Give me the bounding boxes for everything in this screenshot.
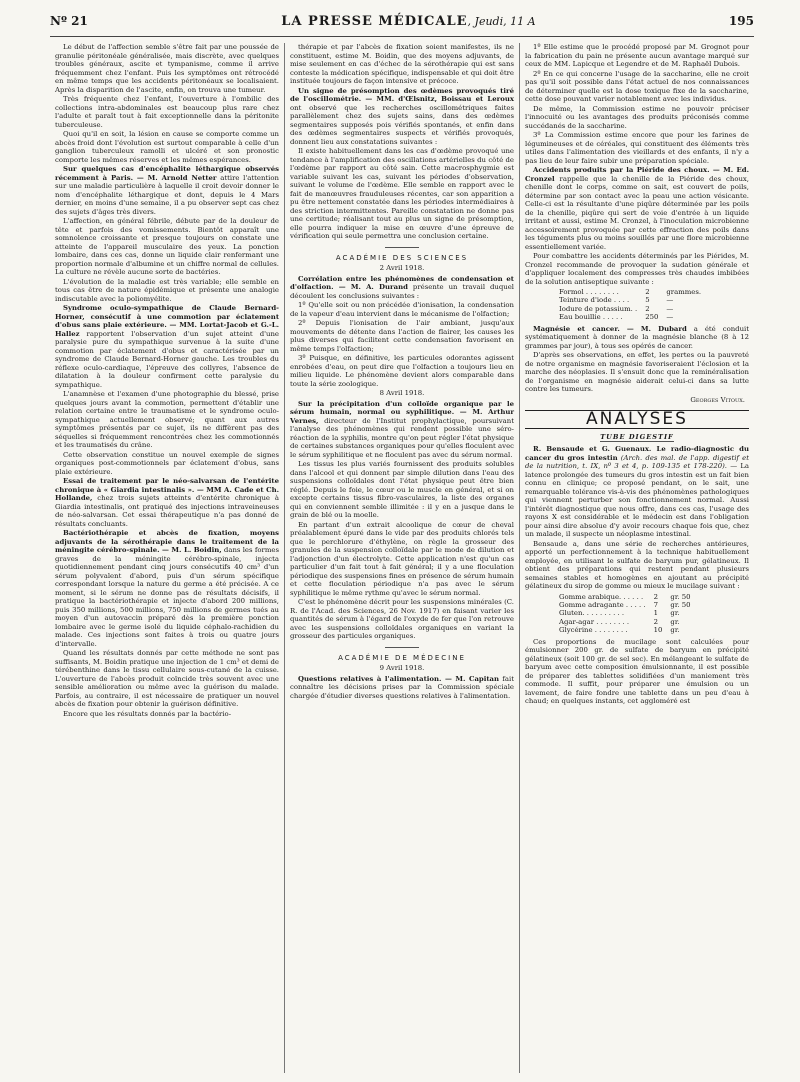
- journal-title: [281, 14, 535, 29]
- section: [290, 675, 514, 701]
- section-body: rapportent l'observation d'un sujet atteint d'une paralysie pure du sympathique survenue à la suite d'une commotion par éclatement d'obus et caractérisée par un syndrome de Claude Bernard-Horner gauche. Les troubles du réflexe oculo-cardiaque, l'épreuve des collyres, l'absence de dilatation à la douleur confirment cette paralysie du sympathique.: [55, 329, 279, 389]
- section-title: R. Bensaude et G. Guenaux. Le radio-diagnostic du cancer du gros intestin: [525, 445, 749, 462]
- column-1: [50, 43, 284, 1073]
- quantity: 2: [653, 617, 659, 626]
- list-item: 2º Depuis l'ionisation de l'air ambiant, jusqu'aux mouvements de détente dans l'action de flairer, les causes les plus diverses qui facilitent cette condensation favorisent en même temps l'olfaction;: [290, 319, 514, 353]
- section-body: chez trois sujets atteints d'entérite chronique à Giardia intestinalis, ont pratiqué des injections intraveineuses de néo-salvarsan. Cet essai thérapeutique n'a pas donné de résultats concluants.: [55, 494, 279, 528]
- journal-name: LA PRESSE MÉDICALE: [281, 14, 468, 29]
- quantity: 10: [653, 626, 663, 635]
- paragraph: C'est le phénomène décrit pour les suspensions minérales (C. R. de l'Acad. des Sciences, 26 Nov. 1917) en faisant varier les quantités de sérum à l'égard de l'oxyde de fer que l'on retrouve avec les suspensions colloïdales organiques en variant la grosseur des particules organiques.: [290, 598, 514, 640]
- section-body: ont observé que les recherches oscillométriques faites parallèlement chez des sujets sains, dans des œdèmes segmentaires supposés pois vérifiés spontanés, et enfin dans des œdèmes segmentaires suspects et vérifiés provoqués, donnent lieu aux constatations suivantes :: [290, 103, 514, 146]
- column-2: [284, 43, 519, 1073]
- unit: gr.: [670, 609, 680, 618]
- ingredient: Teinture d'iode . . . .: [559, 296, 630, 305]
- paragraph: Pour combattre les accidents déterminés par les Piérides, M. Cronzel recommande de provoquer la sudation générale et d'appliquer localement des compresses très chaudes imbibées de la solution antiseptique suivante :: [525, 252, 749, 286]
- quantity: 2: [653, 592, 659, 601]
- section-title: Bactériothérapie et abcès de fixation, moyens adjuvants de la sérothérapie dans le traitement de la méningite cérébro-spinale. — M. L. Boidin,: [55, 529, 279, 554]
- subsection-heading: [525, 433, 749, 442]
- section-title: Magnésie et cancer. — M. Dubard: [533, 324, 687, 333]
- section-body: fait connaître les décisions prises par la Commission spéciale chargée d'étudier diverses questions relatives à l'alimentation.: [290, 674, 514, 700]
- section-title: Corrélation entre les phénomènes de condensation et d'olfaction. — M. A. Durand: [290, 274, 514, 291]
- section: [290, 87, 514, 147]
- unit: —: [666, 304, 674, 313]
- paragraph: En partant d'un extrait alcoolique de cœur de cheval préalablement épuré dans le vide par des produits chlorés tels que le perchlorure d'éthylène, on règle la grosseur des granules de la suspension colloïdale par le mode de dilution et l'adjonction d'un électrolyte. Cette application n'est qu'un cas particulier d'un fait tout à fait général; il y a une floculation périodique des suspensions fines en présence de sérum humain et cette floculation périodique n'a pas avec le sérum syphilitique le même rythme qu'avec le sérum normal.: [290, 520, 514, 597]
- section-title: Syndrome oculo-sympathique de Claude Bernard-Horner, consécutif à une commotion par éclatement d'obus sans plaie extérieure. — MM. Lortat-Jacob et G.-L. Hallez: [55, 304, 279, 338]
- section: [525, 445, 749, 539]
- ingredient: Gomme arabique. . . . . .: [559, 592, 644, 601]
- article-columns: [50, 43, 754, 1073]
- paragraph: thérapie et par l'abcès de fixation soient manifestes, ils ne constituent, estime M. Boidin, que des moyens adjuvants, de mise seulement en cas d'échec de la sérothérapie qui est sans conteste la médication spécifique, indispensable et qui doit être instituée toujours de façon intensive et précoce.: [290, 43, 514, 85]
- paragraph: L'affection, en général fébrile, débute par de la douleur de tête et parfois des vomissements. Bientôt apparaît une somnolence croissante et presque toujours on constate une atteinte de l'appareil musculaire des yeux. La ponction lombaire, dans ces cas, donne un liquide clair renfermant une proportion normale d'albumine et un chiffre normal de cellules. La culture ne révèle aucune sorte de bactéries.: [55, 217, 279, 276]
- column-3: [519, 43, 754, 1073]
- academy-heading: ACADÉMIE DE MÉDECINE: [338, 653, 466, 662]
- paragraph: L'anamnèse et l'examen d'une photographie du blessé, prise quelques jours avant la commotion, permettent d'établir une relation certaine entre le traumatisme et le syndrome oculo-sympathique actuellement observé; quant aux autres symptômes présentés par ce sujet, ils ne diffèrent pas des séquelles si fréquemment rencontrées chez les commotionnés et les traumatisés du crâne.: [55, 390, 279, 449]
- divider: [385, 647, 419, 648]
- unit: gr.: [670, 617, 680, 626]
- section: [290, 275, 514, 301]
- paragraph: Les tissus les plus variés fournissent des produits solubles dans l'alcool et qui donnent par simple dilution dans l'eau des suspensions colloïdales dont l'état physique peut être bien réglé. Depuis le foie, le cœur ou le muscle en général, et si on excepte certains tissus fibro-vasculaires, la liste des organes qui en conviennent semble illimitée : il y en a jusque dans le grain de blé ou la moelle.: [290, 460, 514, 519]
- formula-table: [555, 288, 705, 322]
- table-row: [555, 618, 695, 626]
- paragraph: L'évolution de la maladie est très variable; elle semble en tous cas être de nature épidémique et présente une analogie indiscutable avec la poliomyélite.: [55, 277, 279, 303]
- section-body: dans les formes graves de la méningite cérébro-spinale, injecta quotidiennement pendant cinq jours consécutifs 40 cm³ d'un sérum polyvalent d'abord, puis d'un sérum spécifique correspondant lorsque la nature du germe a été précisée. A ce moment, si le sérum ne donne pas de résultats décisifs, il pratique la bactériothérapie et injecte d'abord 200 millions, puis 350 millions, 500 millions, 750 millions de germes tués au moyen d'un autovaccin préparé dès la première ponction lombaire avec le germe isolé du liquide céphalo-rachidien du malade. Ces injections sont faites à trois ou quatre jours d'intervalle.: [55, 546, 279, 648]
- reference: (Arch. des mal. de l'app. digestif et de la nutrition, t. IX, nº 3 et 4, p. 109-135 et 178-220).: [525, 453, 749, 471]
- section: [55, 165, 279, 216]
- section: [525, 325, 749, 351]
- section-title: Sur la précipitation d'un colloïde organique par le sérum humain, normal ou syphilitique. — M. Arthur Vernes,: [290, 399, 514, 425]
- paragraph: Bensaude a, dans une série de recherches antérieures, apporté un perfectionnement à la technique habituellement employée, en utilisant le sulfate de baryum pur, gélatineux. Il obtient des préparations qui restent pendant plusieurs semaines stables et homogènes en ajoutant au précipité gélatineux du sirop de gomme ou mieux le mucilage suivant :: [525, 539, 749, 591]
- paragraph: Il existe habituellement dans les cas d'œdème provoqué une tendance à l'amplification des oscillations artérielles du côté de l'œdème par rapport au côté sain. Cette macrosphygmie est variable suivant les cas, suivant les périodes d'observation, suivant le volume de l'œdème. Elle semble en rapport avec le fait de manœuvres frauduleuses récentes, car son apparition a pu être nettement constatée dans les périodes intermédiaires à des striction intermittentes. Pareille constatation ne donne pas une certitude; réalisant tout au plus un signe de présomption, elle pourra indiquer la mise en œuvre d'une épreuve de vérification qui seule permettra une conclusion certaine.: [290, 147, 514, 240]
- quantity: 2: [645, 304, 650, 313]
- list-item: 3º Puisque, en définitive, les particules odorantes agissent enrobées d'eau, on peut dire que l'olfaction a toujours lieu en milieu liquide. Le phénomène devient alors comparable dans toute la série zoologique.: [290, 354, 514, 388]
- unit: gr. 50: [670, 601, 691, 610]
- unit: —: [666, 296, 674, 305]
- table-row: [555, 313, 705, 321]
- section: [55, 304, 279, 389]
- quantity: 250: [645, 313, 659, 322]
- section-title: Un signe de présomption des œdèmes provoqués tiré de l'oscillométrie. — MM. d'Œlsnitz, Boissau et Leroux: [290, 86, 514, 103]
- ingredient: Formol . . . . . . . .: [559, 288, 619, 296]
- paragraph: Ces proportions de mucilage sont calculées pour émulsionner 200 gr. de sulfate de baryum en précipité gélatineux (soit 100 gr. de sel sec). En mélangeant le sulfate de baryum avec cette composition émulsionnante, il est possible de préparer des tablettes solidifiées d'un maniement très commode. Il suffit, pour préparer une émulsion ou un lavement, de faire fondre une tablette dans un peu d'eau à chaud; en quelques instants, cet aggloméré est: [525, 637, 749, 706]
- page-number: 195: [728, 14, 754, 28]
- author-signature: Georges Vitoux.: [690, 395, 745, 404]
- section-title: Accidents produits par la Piéride des choux. — M. Ed. Cronzel: [525, 166, 749, 183]
- list-item: 2º En ce qui concerne l'usage de la saccharine, elle ne croit pas qu'il soit possible dans l'état actuel de nos connaissances de déterminer quelle est la dose toxique fixe de la saccharine, cette dose pouvant varier notablement avec les individus.: [525, 69, 749, 103]
- issue-number: Nº 21: [50, 14, 88, 28]
- quantity: 2: [645, 288, 650, 296]
- divider: [385, 247, 419, 248]
- paragraph: Cette observation constitue un nouvel exemple de signes organiques post-commotionnels par éclatement d'obus, sans plaie extérieure.: [55, 450, 279, 476]
- section-title: Questions relatives à l'alimentation. — M. Capitan: [298, 674, 500, 683]
- subsection-label: TUBE DIGESTIF: [600, 432, 674, 441]
- ingredient: Eau bouillie . . . . .: [559, 313, 623, 322]
- issue-date: , Jeudi, 11 A: [467, 15, 536, 28]
- ingredient: Gomme adragante . . . . .: [559, 601, 646, 610]
- paragraph: D'après ses observations, en effet, les pertes ou la pauvreté de notre organisme en magnésie favoriseraient l'éclosion et la marche des néoplasies. Il s'ensuit donc que la reminéralisation de l'organisme en magnésie aiderait celui-ci dans sa lutte contre les tumeurs.: [525, 351, 749, 394]
- section-title: Essai de traitement par le néo-salvarsan de l'entérite chronique à « Giardia intestinalis ». — MM A. Cade et Ch. Hollande,: [55, 477, 279, 502]
- table-row: [555, 296, 705, 304]
- section: [525, 166, 749, 251]
- list-item: 1º Qu'elle soit ou non précédée d'ionisation, la condensation de la vapeur d'eau intervient dans le mécanisme de l'olfaction;: [290, 301, 514, 318]
- unit: gr. 50: [670, 592, 691, 601]
- unit: —: [666, 313, 674, 322]
- quantity: 7: [653, 601, 659, 610]
- section-title: Sur quelques cas d'encéphalite léthargique observés récemment à Paris. — M. Arnold Netter: [55, 165, 279, 182]
- academy-heading: ACADÉMIE DES SCIENCES: [335, 253, 469, 262]
- session-date: 8 Avril 1918.: [379, 389, 425, 397]
- table-row: [555, 626, 695, 634]
- paragraph: Le début de l'affection semble s'être fait par une poussée de granulie péritonéale généralisée, mais discrète, avec quelques troubles généraux, ascite et tympanisme, comme il arrive fréquemment chez l'enfant. Puis les symptômes ont rétrocédé en même temps que les accidents péritonéaux se localisaient. Après la disparition de l'ascite, enfin, on trouva une tumeur.: [55, 43, 279, 94]
- list-item: 1º Elle estime que le procédé proposé par M. Grognot pour la fabrication du pain ne présente aucun avantage marqué sur ceux de MM. Lapicque et Legendre et de M. Raphaël Dubois.: [525, 43, 749, 68]
- ingredient: Agar-agar . . . . . . . .: [559, 617, 630, 626]
- list-item: 3º La Commission estime encore que pour les farines de légumineuses et de céréales, qui constituent des éléments très utiles dans l'alimentation des vieillards et des enfants, il n'y a pas lieu de leur faire subir une préparation spéciale.: [525, 131, 749, 165]
- table-row: [555, 305, 705, 313]
- section-body: — La latence prolongée des tumeurs du gros intestin est un fait bien connu en clinique; ce proposé pendant, on le sait, une remarquable tolérance vis-à-vis des phénomènes pathologiques qui viennent perturber son fonctionnement normal. Aussi l'intérêt diagnostique que nous offre, dans ces cas, l'usage des rayons X est considérable et le médecin est dans l'obligation pour ainsi dire absolue d'y avoir recours chaque fois que, chez un malade, il suspecte un néoplasme intestinal.: [525, 462, 749, 539]
- session-date: 2 Avril 1918.: [379, 264, 425, 272]
- section-body: rappelle que la chenille de la Piéride des choux, chenille dont le corps, comme on sait, est couvert de poils, détermine par son contact avec la peau une action vésicante. Celle-ci est la résultante d'une piqûre déterminée par les poils de la chenille, piqûre qui sert de voie d'entrée à un liquide irritant et aussi, estime M. Cronzel, à l'inoculation microbienne accessoirement provoquée par cette effraction des poils dans les téguments plus ou moins souillés par une flore microbienne essentiellement variée.: [525, 174, 749, 251]
- analyses-heading: ANALYSES: [525, 410, 749, 429]
- formula-table: [555, 593, 695, 635]
- paragraph: Très fréquente chez l'enfant, l'ouverture à l'ombilic des collections intra-abdominales est beaucoup plus rare chez l'adulte et paraît tout à fait exceptionnelle dans la péritonite tuberculeuse.: [55, 95, 279, 129]
- table-row: [555, 609, 695, 617]
- section-body: présente un travail duquel découlent les conclusions suivantes :: [290, 283, 514, 300]
- table-row: [555, 288, 705, 296]
- page-header: [50, 14, 754, 37]
- table-row: [555, 601, 695, 609]
- ingredient: Glycérine . . . . . . . .: [559, 626, 628, 635]
- quantity: 1: [653, 609, 659, 618]
- table-row: [555, 593, 695, 601]
- paragraph: Quoi qu'il en soit, la lésion en cause se comporte comme un abcès froid dont l'évolution est surtout comparable à celle d'un ganglion tuberculeux ramolli et ulcéré et son pronostic comporte les mêmes réserves et les mêmes espérances.: [55, 130, 279, 164]
- section-body: a été conduit systématiquement à donner de la magnésie blanche (8 à 12 grammes par jour), à tous ses opérés de cancer.: [525, 324, 749, 350]
- quantity: 5: [645, 296, 650, 305]
- paragraph: De même, la Commission estime ne pouvoir préciser l'innocuité ou les avantages des produits préconisés comme succédanés de la saccharine.: [525, 104, 749, 130]
- paragraph: Quand les résultats donnés par cette méthode ne sont pas suffisants, M. Boidin pratique une injection de 1 cm³ et demi de térébenthine dans le tissu cellulaire sous-cutané de la cuisse. L'ouverture de l'abcès produit coïncide très souvent avec une sensible amélioration ou même avec la guérison du malade. Parfois, au contraire, il est nécessaire de pratiquer un nouvel abcès de fixation pour obtenir la guérison définitive.: [55, 649, 279, 708]
- section-body: directeur de l'Institut prophylactique, poursuivant l'analyse des phénomènes qui rendent possible une séro-réaction de la syphilis, montre qu'on peut régler l'état physique de certaines substances organiques pour qu'elles floculent avec le sérum syphilitique et ne floculent pas avec du sérum normal.: [290, 416, 514, 459]
- section-body: attire l'attention sur une maladie particulière à laquelle il croit devoir donner le nom d'encéphalite léthargique et dont, depuis le 4 Mars dernier, en moins d'une semaine, il a pu observer sept cas chez des sujets d'âges très divers.: [55, 173, 279, 216]
- section: [55, 477, 279, 528]
- ingredient: Iodure de potassium. .: [559, 304, 638, 313]
- section: [290, 400, 514, 460]
- session-date: 9 Avril 1918.: [379, 664, 425, 672]
- section: [55, 529, 279, 648]
- unit: grammes.: [666, 288, 702, 296]
- paragraph: Encore que les résultats donnés par la bactério-: [63, 709, 232, 718]
- ingredient: Gluten. . . . . . . . . .: [559, 609, 625, 618]
- unit: gr.: [670, 626, 680, 635]
